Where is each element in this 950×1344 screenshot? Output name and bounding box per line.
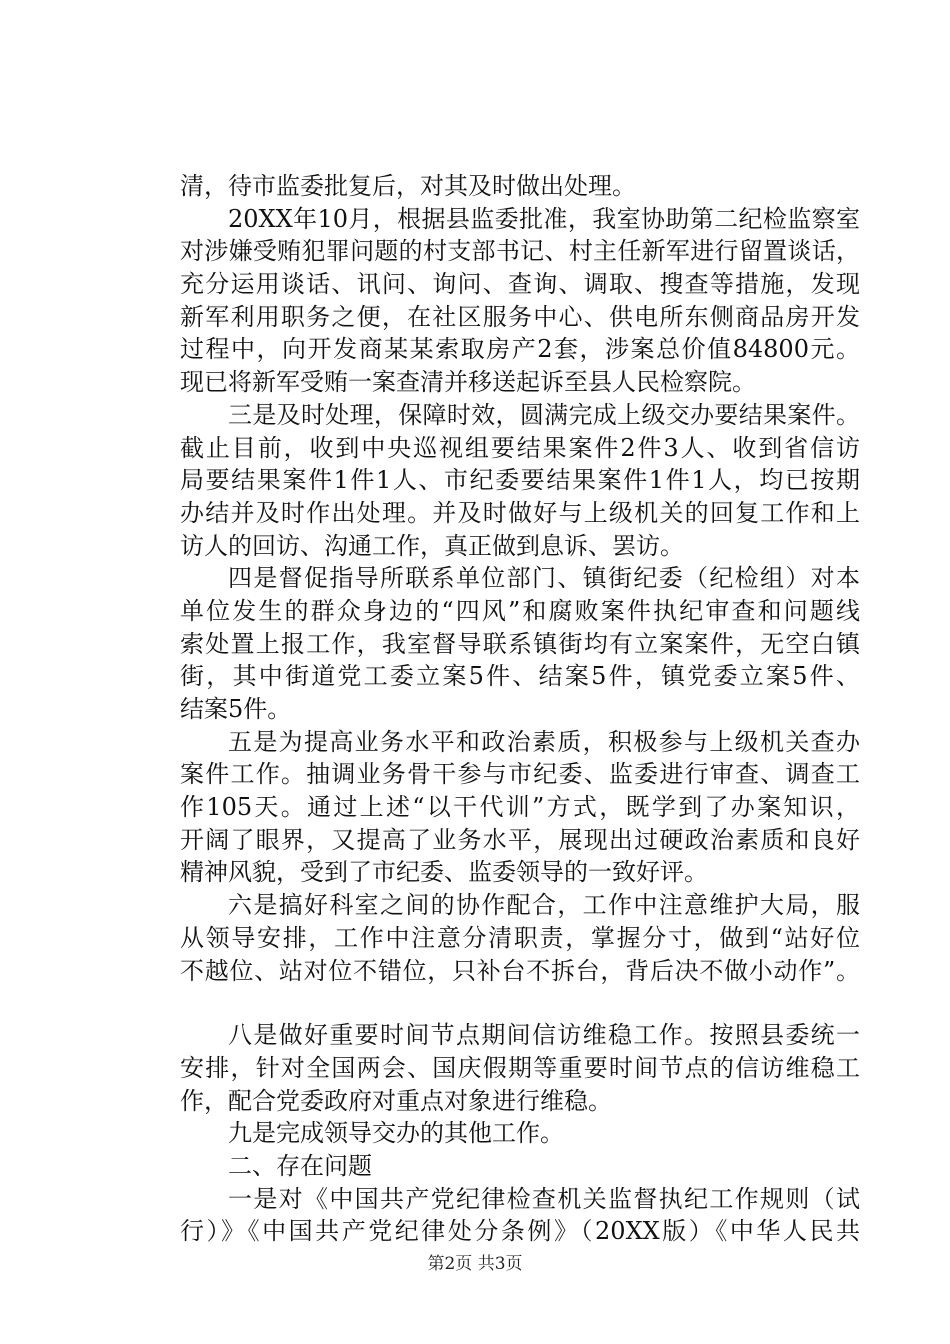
page-footer xyxy=(0,1252,950,1276)
page-number-label: 第2页 共3页 xyxy=(427,1254,523,1274)
text-line: 九是完成领导交办的其他工作。 xyxy=(228,1119,564,1148)
text-line: 单位发生的群众身边的“四风”和腐败案件执纪审查和问题线 xyxy=(180,596,860,625)
text-line: 结案5件。 xyxy=(180,695,292,723)
text-line: 不越位、站对位不错位，只补台不拆台，背后决不做小动作”。 xyxy=(180,956,860,985)
text-line: 对涉嫌受贿犯罪问题的村支部书记、村主任新军进行留置谈话， xyxy=(180,237,860,266)
text-line: 充分运用谈话、讯问、询问、查询、调取、搜查等措施，发现 xyxy=(180,270,860,299)
text-line: 一是对《中国共产党纪律检查机关监督执纪工作规则（试 xyxy=(228,1184,860,1213)
paragraph-block-upper xyxy=(180,170,860,987)
text-line: 五是为提高业务水平和政治素质，积极参与上级机关查办 xyxy=(228,727,860,756)
text-line: 新军利用职务之便，在社区服务中心、供电所东侧商品房开发 xyxy=(180,302,860,331)
text-line: 三是及时处理，保障时效，圆满完成上级交办要结果案件。 xyxy=(228,400,860,429)
paragraph-block-lower xyxy=(180,1019,860,1248)
text-line: 街，其中街道党工委立案5件、结案5件，镇党委立案5件、 xyxy=(180,662,860,691)
text-line: 20XX年10月，根据县监委批准，我室协助第二纪检监察室 xyxy=(228,204,860,233)
text-line: 二、存在问题 xyxy=(228,1151,372,1180)
text-line: 办结并及时作出处理。并及时做好与上级机关的回复工作和上 xyxy=(180,498,860,527)
text-line: 清，待市监委批复后，对其及时做出处理。 xyxy=(180,172,636,200)
text-line: 索处置上报工作，我室督导联系镇街均有立案案件，无空白镇 xyxy=(180,629,860,658)
text-line: 案件工作。抽调业务骨干参与市纪委、监委进行审查、调查工 xyxy=(180,760,860,789)
document-body xyxy=(180,170,860,1248)
text-line: 六是搞好科室之间的协作配合，工作中注意维护大局，服 xyxy=(228,891,860,920)
text-line: 现已将新军受贿一案查清并移送起诉至县人民检察院。 xyxy=(180,368,756,397)
text-line: 作，配合党委政府对重点对象进行维稳。 xyxy=(180,1086,612,1115)
text-line: 从领导安排，工作中注意分清职责，掌握分寸，做到“站好位 xyxy=(180,923,860,952)
text-line: 四是督促指导所联系单位部门、镇街纪委（纪检组）对本 xyxy=(228,564,860,593)
text-line: 八是做好重要时间节点期间信访维稳工作。按照县委统一 xyxy=(228,1021,860,1050)
text-line: 过程中，向开发商某某索取房产2套，涉案总价值84800元。 xyxy=(180,335,860,364)
text-line: 作105天。通过上述“以干代训”方式，既学到了办案知识， xyxy=(180,793,860,822)
text-line: 行）》《中国共产党纪律处分条例》（20XX版）《中华人民共 xyxy=(180,1217,860,1246)
text-line: 截止目前，收到中央巡视组要结果案件2件3人、收到省信访 xyxy=(180,433,860,462)
text-line: 安排，针对全国两会、国庆假期等重要时间节点的信访维稳工 xyxy=(180,1053,860,1082)
text-line: 局要结果案件1件1人、市纪委要结果案件1件1人，均已按期 xyxy=(180,466,860,495)
paragraph-gap xyxy=(180,987,860,1019)
text-line: 开阔了眼界，又提高了业务水平，展现出过硬政治素质和良好 xyxy=(180,825,860,854)
text-line: 访人的回访、沟通工作，真正做到息诉、罢访。 xyxy=(180,531,684,560)
text-line: 精神风貌，受到了市纪委、监委领导的一致好评。 xyxy=(180,858,708,887)
